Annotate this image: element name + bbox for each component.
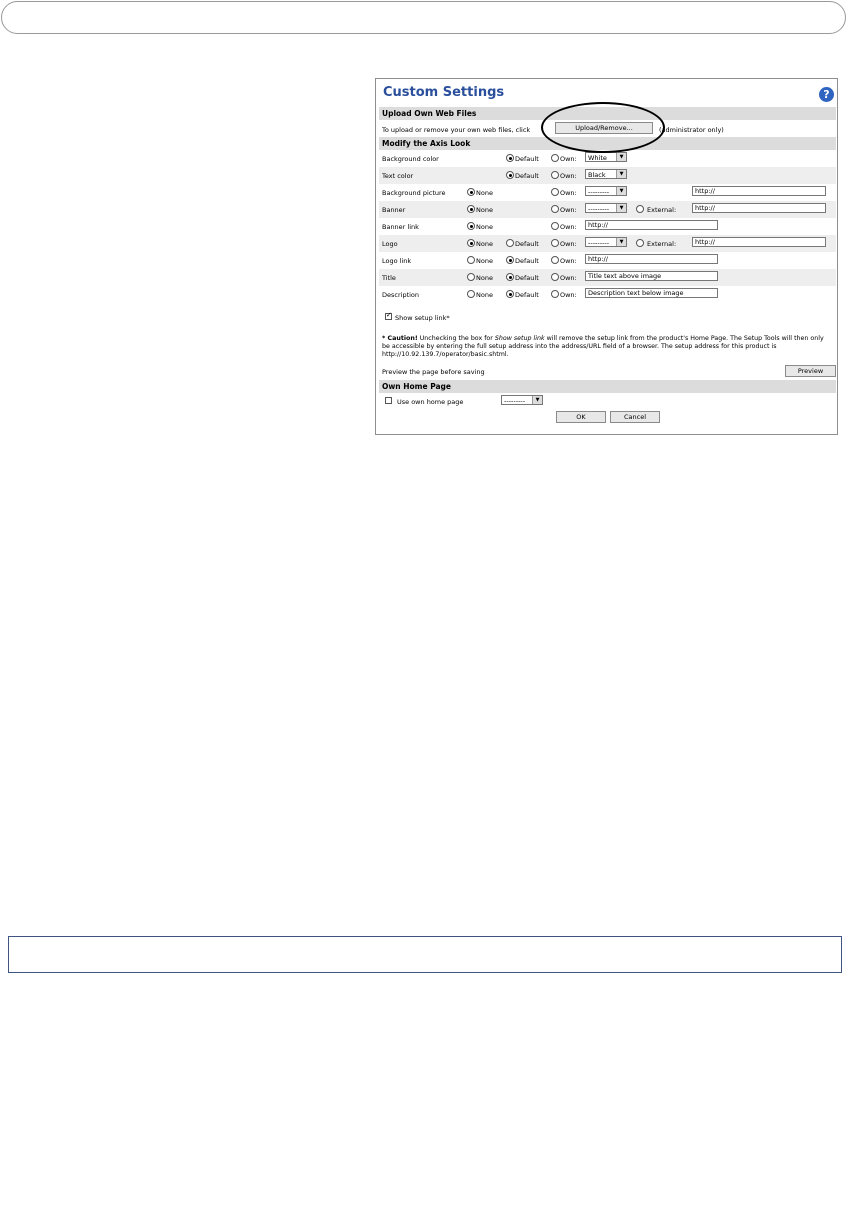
banner-none-radio[interactable] xyxy=(467,205,475,213)
bannerlink-none-radio[interactable] xyxy=(467,222,475,230)
row-preview xyxy=(379,363,836,380)
chevron-down-icon: ▼ xyxy=(616,187,626,195)
option-label: Default xyxy=(515,257,539,265)
description-default-radio[interactable] xyxy=(506,290,514,298)
row-label: Text color xyxy=(382,172,414,180)
show-setup-link-label: Show setup link* xyxy=(395,314,450,322)
option-label: Own: xyxy=(560,223,577,231)
use-own-home-label: Use own home page xyxy=(397,398,464,406)
textcolor-select[interactable] xyxy=(585,169,627,179)
preview-button[interactable]: Preview xyxy=(785,365,836,377)
textcolor-default-radio[interactable] xyxy=(506,171,514,179)
help-icon[interactable]: ? xyxy=(819,87,834,102)
option-label: None xyxy=(476,274,493,282)
chevron-down-icon: ▼ xyxy=(616,238,626,246)
banner-own-radio[interactable] xyxy=(551,205,559,213)
option-label: Own: xyxy=(560,274,577,282)
title-default-radio[interactable] xyxy=(506,273,514,281)
option-label: Own: xyxy=(560,257,577,265)
preview-text: Preview the page before saving xyxy=(382,368,485,376)
chevron-down-icon: ▼ xyxy=(616,170,626,178)
row-label: Logo xyxy=(382,240,398,248)
row-show-setup-link xyxy=(379,309,836,326)
upload-text: To upload or remove your own web files, click xyxy=(382,126,531,134)
option-label: None xyxy=(476,223,493,231)
chevron-down-icon: ▼ xyxy=(616,153,626,161)
caution-text: Unchecking the box for xyxy=(419,335,493,342)
highlight-oval xyxy=(541,102,665,153)
bgcolor-select[interactable] xyxy=(585,152,627,162)
select-value: White xyxy=(588,154,607,162)
option-label: Default xyxy=(515,155,539,163)
option-label: None xyxy=(476,291,493,299)
option-label: External: xyxy=(647,206,677,214)
chevron-down-icon: ▼ xyxy=(532,396,542,404)
row-logo xyxy=(379,235,836,252)
row-label: Description xyxy=(382,291,420,299)
option-label: Default xyxy=(515,274,539,282)
select-value: --------- xyxy=(588,205,610,213)
upload-admin-note: (administrator only) xyxy=(659,126,724,134)
row-background-picture xyxy=(379,184,836,201)
banner-external-input[interactable]: http:// xyxy=(692,203,826,213)
row-description xyxy=(379,286,836,303)
description-own-input[interactable]: Description text below image xyxy=(585,288,718,298)
logo-default-radio[interactable] xyxy=(506,239,514,247)
cancel-button[interactable]: Cancel xyxy=(610,411,660,423)
option-label: Own: xyxy=(560,291,577,299)
option-label: None xyxy=(476,240,493,248)
select-value: Black xyxy=(588,171,606,179)
description-none-radio[interactable] xyxy=(467,290,475,298)
textcolor-own-radio[interactable] xyxy=(551,171,559,179)
caution-emphasis: Show setup link xyxy=(494,335,545,342)
option-label: External: xyxy=(647,240,677,248)
chevron-down-icon: ▼ xyxy=(616,204,626,212)
caution-label: * Caution! xyxy=(382,335,418,342)
bgpicture-select[interactable] xyxy=(585,186,627,196)
select-value: --------- xyxy=(588,188,610,196)
title-own-input[interactable]: Title text above image xyxy=(585,271,718,281)
logo-own-radio[interactable] xyxy=(551,239,559,247)
option-label: Own: xyxy=(560,206,577,214)
option-label: None xyxy=(476,206,493,214)
bgpicture-none-radio[interactable] xyxy=(467,188,475,196)
logolink-own-input[interactable]: http:// xyxy=(585,254,718,264)
panel-title: Custom Settings xyxy=(383,85,505,100)
caution-text-cont: will remove the setup link from the product's Home Page. The Setup Tools will then only be accessible by entering the full setup address into the address/URL field of a browser. The setup address for this product is http://10.92.139.7/operator/basic.shtml. xyxy=(382,335,824,358)
option-label: None xyxy=(476,257,493,265)
show-setup-link-checkbox[interactable] xyxy=(385,313,392,320)
ok-button[interactable]: OK xyxy=(556,411,606,423)
logolink-none-radio[interactable] xyxy=(467,256,475,264)
row-label: Banner xyxy=(382,206,406,214)
upload-remove-button[interactable]: Upload/Remove... xyxy=(555,122,653,134)
home-page-select[interactable] xyxy=(501,395,543,405)
section-header-upload: Upload Own Web Files xyxy=(379,107,836,120)
option-label: Own: xyxy=(560,189,577,197)
bgpicture-own-radio[interactable] xyxy=(551,188,559,196)
row-text-color xyxy=(379,167,836,184)
row-label: Background picture xyxy=(382,189,446,197)
bgcolor-own-radio[interactable] xyxy=(551,154,559,162)
row-logo-link xyxy=(379,252,836,269)
title-none-radio[interactable] xyxy=(467,273,475,281)
caution-note xyxy=(382,335,832,359)
option-label: Default xyxy=(515,240,539,248)
row-use-own-home xyxy=(379,393,836,410)
note-box xyxy=(8,936,842,973)
row-label: Title xyxy=(382,274,396,282)
option-label: None xyxy=(476,189,493,197)
logolink-default-radio[interactable] xyxy=(506,256,514,264)
logo-select[interactable] xyxy=(585,237,627,247)
row-label: Banner link xyxy=(382,223,419,231)
row-label: Background color xyxy=(382,155,439,163)
option-label: Own: xyxy=(560,155,577,163)
row-title xyxy=(379,269,836,286)
logolink-own-radio[interactable] xyxy=(551,256,559,264)
option-label: Own: xyxy=(560,240,577,248)
select-value: --------- xyxy=(504,397,526,405)
page-header-bar xyxy=(1,1,846,34)
banner-select[interactable] xyxy=(585,203,627,213)
logo-none-radio[interactable] xyxy=(467,239,475,247)
row-label: Logo link xyxy=(382,257,412,265)
logo-external-input[interactable]: http:// xyxy=(692,237,826,247)
bannerlink-own-input[interactable]: http:// xyxy=(585,220,718,230)
row-banner xyxy=(379,201,836,218)
section-header-look: Modify the Axis Look xyxy=(379,137,836,150)
option-label: Default xyxy=(515,291,539,299)
logo-external-radio[interactable] xyxy=(636,239,644,247)
use-own-home-checkbox[interactable] xyxy=(385,397,392,404)
description-own-radio[interactable] xyxy=(551,290,559,298)
select-value: --------- xyxy=(588,239,610,247)
title-own-radio[interactable] xyxy=(551,273,559,281)
bannerlink-own-radio[interactable] xyxy=(551,222,559,230)
bgcolor-default-radio[interactable] xyxy=(506,154,514,162)
option-label: Default xyxy=(515,172,539,180)
section-header-home: Own Home Page xyxy=(379,380,836,393)
row-banner-link xyxy=(379,218,836,235)
banner-external-radio[interactable] xyxy=(636,205,644,213)
bgpicture-external-input[interactable]: http:// xyxy=(692,186,826,196)
option-label: Own: xyxy=(560,172,577,180)
